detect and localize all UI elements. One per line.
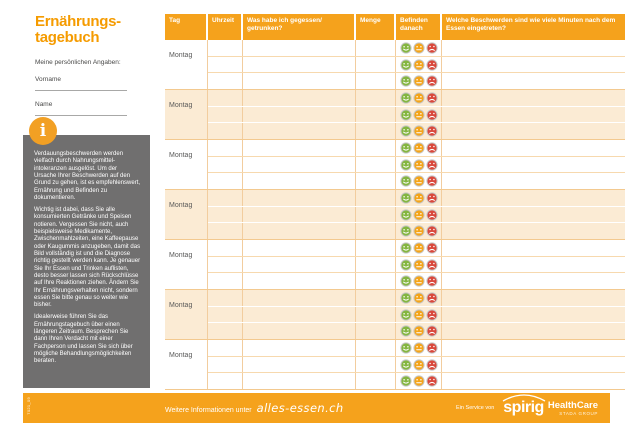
day-rows [208, 190, 625, 239]
table-row [208, 73, 625, 89]
mood-happy-icon[interactable] [400, 125, 412, 137]
table-row [208, 173, 625, 189]
mood-neutral-icon[interactable] [413, 259, 425, 271]
symptoms-cell[interactable] [442, 257, 625, 273]
day-label: Montag [169, 102, 193, 109]
mood-sad-icon[interactable] [426, 159, 438, 171]
day-cell [165, 90, 208, 139]
wellbeing-cell [396, 40, 442, 56]
mood-neutral-icon[interactable] [413, 309, 425, 321]
mood-sad-icon[interactable] [426, 325, 438, 337]
mood-neutral-icon[interactable] [413, 359, 425, 371]
mood-sad-icon[interactable] [426, 375, 438, 387]
mood-happy-icon[interactable] [400, 292, 412, 304]
time-cell[interactable] [208, 307, 243, 323]
mood-happy-icon[interactable] [400, 259, 412, 271]
lastname-input-line[interactable] [35, 108, 127, 116]
wellbeing-cell [396, 290, 442, 306]
info-paragraph: Idealerweise führen Sie das Ernährungstagebuch über einen längeren Zeitraum. Besprechen Sie dann Ihren Verdacht mit einer Fachperson und lassen Sie sich über mögliche Behandlungsmöglichkeiten beraten. [34, 314, 133, 365]
amount-cell[interactable] [356, 207, 396, 223]
table-header-row [165, 14, 625, 40]
symptoms-cell[interactable] [442, 273, 625, 289]
symptoms-cell[interactable] [442, 223, 625, 239]
amount-cell[interactable] [356, 340, 396, 356]
food-cell[interactable] [243, 73, 356, 89]
column-header-uhrzeit: Uhrzeit [208, 14, 243, 40]
wellbeing-cell [396, 140, 442, 156]
footer-info [23, 401, 344, 415]
amount-cell[interactable] [356, 157, 396, 173]
day-label: Montag [169, 352, 193, 359]
mood-happy-icon[interactable] [400, 192, 412, 204]
mood-sad-icon[interactable] [426, 59, 438, 71]
footer-branding [456, 399, 610, 417]
page-title-line1: Ernährungs- [35, 13, 121, 30]
column-header-menge: Menge [356, 14, 396, 40]
wellbeing-cell [396, 223, 442, 239]
amount-cell[interactable] [356, 307, 396, 323]
mood-sad-icon[interactable] [426, 292, 438, 304]
brand-stada-group: STADA GROUP [559, 410, 598, 416]
day-cell [165, 190, 208, 239]
mood-happy-icon[interactable] [400, 242, 412, 254]
symptoms-cell[interactable] [442, 190, 625, 206]
lastname-label: Name [35, 101, 53, 108]
info-paragraph: Verdauungsbeschwerden werden vielfach durch Nahrungsmittelintoleranzen ausgelöst. Um der Ursache Ihrer Beschwerden auf den Grund zu gehen, ist es empfehlenswert, Ernährung und Befinden zu dokumentieren. [34, 151, 141, 202]
amount-cell[interactable] [356, 290, 396, 306]
amount-cell[interactable] [356, 373, 396, 389]
food-cell[interactable] [243, 273, 356, 289]
time-cell[interactable] [208, 107, 243, 123]
time-cell[interactable] [208, 90, 243, 106]
mood-sad-icon[interactable] [426, 209, 438, 221]
food-cell[interactable] [243, 40, 356, 56]
mood-neutral-icon[interactable] [413, 325, 425, 337]
wellbeing-cell [396, 57, 442, 73]
mood-happy-icon[interactable] [400, 92, 412, 104]
firstname-field[interactable] [23, 76, 152, 91]
day-group [165, 190, 625, 240]
amount-cell[interactable] [356, 73, 396, 89]
mood-neutral-icon[interactable] [413, 225, 425, 237]
day-rows [208, 240, 625, 289]
mood-happy-icon[interactable] [400, 309, 412, 321]
table-row [208, 373, 625, 389]
mood-neutral-icon[interactable] [413, 142, 425, 154]
mood-sad-icon[interactable] [426, 342, 438, 354]
day-group [165, 90, 625, 140]
day-cell [165, 240, 208, 289]
wellbeing-cell [396, 357, 442, 373]
table-row [208, 57, 625, 74]
day-label: Montag [169, 152, 193, 159]
food-cell[interactable] [243, 107, 356, 123]
symptoms-cell[interactable] [442, 123, 625, 139]
symptoms-cell[interactable] [442, 107, 625, 123]
table-row [208, 273, 625, 289]
mood-neutral-icon[interactable] [413, 375, 425, 387]
time-cell[interactable] [208, 290, 243, 306]
symptoms-cell[interactable] [442, 140, 625, 156]
amount-cell[interactable] [356, 107, 396, 123]
mood-happy-icon[interactable] [400, 342, 412, 354]
food-cell[interactable] [243, 323, 356, 339]
amount-cell[interactable] [356, 273, 396, 289]
symptoms-cell[interactable] [442, 90, 625, 106]
column-header-beschwerden: Welche Beschwerden sind wie viele Minuten nach dem Essen eingetreten? [442, 14, 625, 40]
amount-cell[interactable] [356, 173, 396, 189]
mood-sad-icon[interactable] [426, 225, 438, 237]
table-row [208, 290, 625, 307]
table-row [208, 323, 625, 339]
mood-happy-icon[interactable] [400, 175, 412, 187]
mood-happy-icon[interactable] [400, 359, 412, 371]
day-label: Montag [169, 52, 193, 59]
time-cell[interactable] [208, 357, 243, 373]
day-group [165, 240, 625, 290]
mood-sad-icon[interactable] [426, 259, 438, 271]
time-cell[interactable] [208, 373, 243, 389]
mood-sad-icon[interactable] [426, 92, 438, 104]
logo-swoosh-icon [501, 393, 547, 402]
food-cell[interactable] [243, 257, 356, 273]
wellbeing-cell [396, 90, 442, 106]
day-label: Montag [169, 202, 193, 209]
column-header-tag: Tag [165, 14, 208, 40]
food-cell[interactable] [243, 207, 356, 223]
mood-neutral-icon[interactable] [413, 209, 425, 221]
amount-cell[interactable] [356, 40, 396, 56]
table-row [208, 40, 625, 57]
table-row [208, 190, 625, 207]
symptoms-cell[interactable] [442, 240, 625, 256]
time-cell[interactable] [208, 157, 243, 173]
symptoms-cell[interactable] [442, 173, 625, 189]
day-cell [165, 340, 208, 389]
column-header-essen: Was habe ich gegessen/ getrunken? [243, 14, 356, 40]
symptoms-cell[interactable] [442, 373, 625, 389]
mood-sad-icon[interactable] [426, 42, 438, 54]
mood-happy-icon[interactable] [400, 59, 412, 71]
food-cell[interactable] [243, 357, 356, 373]
food-cell[interactable] [243, 157, 356, 173]
mood-neutral-icon[interactable] [413, 42, 425, 54]
amount-cell[interactable] [356, 240, 396, 256]
mood-happy-icon[interactable] [400, 75, 412, 87]
firstname-input-line[interactable] [35, 83, 127, 91]
mood-neutral-icon[interactable] [413, 59, 425, 71]
symptoms-cell[interactable] [442, 157, 625, 173]
time-cell[interactable] [208, 40, 243, 56]
mood-sad-icon[interactable] [426, 125, 438, 137]
table-row [208, 157, 625, 174]
wellbeing-cell [396, 107, 442, 123]
time-cell[interactable] [208, 340, 243, 356]
mood-sad-icon[interactable] [426, 75, 438, 87]
mood-neutral-icon[interactable] [413, 192, 425, 204]
mood-happy-icon[interactable] [400, 109, 412, 121]
info-icon: i [29, 117, 57, 145]
table-row [208, 340, 625, 357]
footer [23, 393, 610, 423]
personal-details-label: Meine persönlichen Angaben: [35, 59, 121, 66]
amount-cell[interactable] [356, 357, 396, 373]
amount-cell[interactable] [356, 257, 396, 273]
day-label: Montag [169, 252, 193, 259]
wellbeing-cell [396, 240, 442, 256]
mood-sad-icon[interactable] [426, 109, 438, 121]
mood-neutral-icon[interactable] [413, 275, 425, 287]
amount-cell[interactable] [356, 323, 396, 339]
time-cell[interactable] [208, 173, 243, 189]
table-row [208, 240, 625, 257]
day-cell [165, 290, 208, 339]
wellbeing-cell [396, 207, 442, 223]
symptoms-cell[interactable] [442, 340, 625, 356]
mood-neutral-icon[interactable] [413, 342, 425, 354]
time-cell[interactable] [208, 223, 243, 239]
sidebar [23, 14, 152, 390]
time-cell[interactable] [208, 323, 243, 339]
day-cell [165, 40, 208, 89]
time-cell[interactable] [208, 240, 243, 256]
mood-sad-icon[interactable] [426, 359, 438, 371]
firstname-label: Vorname [35, 76, 62, 83]
food-cell[interactable] [243, 240, 356, 256]
day-rows [208, 40, 625, 89]
mood-neutral-icon[interactable] [413, 292, 425, 304]
mood-sad-icon[interactable] [426, 242, 438, 254]
food-cell[interactable] [243, 223, 356, 239]
brand-logo [503, 399, 598, 417]
brand-right [548, 401, 598, 416]
time-cell[interactable] [208, 140, 243, 156]
food-cell[interactable] [243, 307, 356, 323]
wellbeing-cell [396, 257, 442, 273]
time-cell[interactable] [208, 73, 243, 89]
mood-neutral-icon[interactable] [413, 92, 425, 104]
time-cell[interactable] [208, 123, 243, 139]
amount-cell[interactable] [356, 57, 396, 73]
time-cell[interactable] [208, 57, 243, 73]
lastname-field[interactable] [23, 101, 152, 116]
time-cell[interactable] [208, 190, 243, 206]
document-code: 7021_09 [26, 397, 31, 415]
mood-happy-icon[interactable] [400, 375, 412, 387]
service-text: Ein Service von [456, 405, 495, 411]
food-cell[interactable] [243, 340, 356, 356]
food-cell[interactable] [243, 173, 356, 189]
symptoms-cell[interactable] [442, 57, 625, 73]
time-cell[interactable] [208, 207, 243, 223]
wellbeing-cell [396, 123, 442, 139]
mood-neutral-icon[interactable] [413, 242, 425, 254]
food-cell[interactable] [243, 140, 356, 156]
symptoms-cell[interactable] [442, 290, 625, 306]
day-rows [208, 290, 625, 339]
table-row [208, 107, 625, 124]
food-cell[interactable] [243, 290, 356, 306]
table-row [208, 207, 625, 224]
table-row [208, 223, 625, 239]
wellbeing-cell [396, 190, 442, 206]
table-body [165, 40, 625, 390]
day-rows [208, 340, 625, 389]
mood-happy-icon[interactable] [400, 275, 412, 287]
table-row [208, 257, 625, 274]
day-rows [208, 90, 625, 139]
mood-neutral-icon[interactable] [413, 75, 425, 87]
day-group [165, 40, 625, 90]
symptoms-cell[interactable] [442, 307, 625, 323]
diary-table [165, 14, 625, 390]
wellbeing-cell [396, 323, 442, 339]
symptoms-cell[interactable] [442, 73, 625, 89]
amount-cell[interactable] [356, 140, 396, 156]
mood-happy-icon[interactable] [400, 325, 412, 337]
day-cell [165, 140, 208, 189]
day-rows [208, 140, 625, 189]
wellbeing-cell [396, 173, 442, 189]
wellbeing-cell [396, 307, 442, 323]
mood-happy-icon[interactable] [400, 142, 412, 154]
mood-sad-icon[interactable] [426, 275, 438, 287]
mood-sad-icon[interactable] [426, 175, 438, 187]
day-label: Montag [169, 302, 193, 309]
amount-cell[interactable] [356, 223, 396, 239]
mood-neutral-icon[interactable] [413, 125, 425, 137]
amount-cell[interactable] [356, 123, 396, 139]
footer-info-text: Weitere Informationen unter [165, 407, 252, 414]
mood-sad-icon[interactable] [426, 142, 438, 154]
wellbeing-cell [396, 73, 442, 89]
mood-neutral-icon[interactable] [413, 175, 425, 187]
spirig-logo [503, 399, 544, 417]
mood-neutral-icon[interactable] [413, 159, 425, 171]
day-group [165, 340, 625, 390]
food-cell[interactable] [243, 373, 356, 389]
amount-cell[interactable] [356, 190, 396, 206]
amount-cell[interactable] [356, 90, 396, 106]
day-group [165, 290, 625, 340]
mood-happy-icon[interactable] [400, 159, 412, 171]
food-cell[interactable] [243, 90, 356, 106]
table-row [208, 357, 625, 374]
mood-happy-icon[interactable] [400, 225, 412, 237]
page-title-line2: tagebuch [35, 29, 100, 46]
mood-sad-icon[interactable] [426, 192, 438, 204]
time-cell[interactable] [208, 273, 243, 289]
wellbeing-cell [396, 157, 442, 173]
column-header-befinden: Befinden danach [396, 14, 442, 40]
table-row [208, 90, 625, 107]
table-row [208, 123, 625, 139]
food-cell[interactable] [243, 123, 356, 139]
table-row [208, 140, 625, 157]
mood-neutral-icon[interactable] [413, 109, 425, 121]
website-link[interactable]: alles-essen.ch [256, 401, 344, 415]
food-cell[interactable] [243, 57, 356, 73]
symptoms-cell[interactable] [442, 357, 625, 373]
table-row [208, 307, 625, 324]
day-group [165, 140, 625, 190]
symptoms-cell[interactable] [442, 40, 625, 56]
symptoms-cell[interactable] [442, 207, 625, 223]
symptoms-cell[interactable] [442, 323, 625, 339]
brand-healthcare: HealthCare [547, 399, 598, 411]
info-paragraph: Wichtig ist dabei, dass Sie alle konsumierten Getränke und Speisen notieren. Vergessen Sie nicht, auch beispielsweise Medikamente, Zwischenmahlzeiten, eine Kaffeepause oder Kaugummis anzugeben, damit das Bild vollständig ist und die Diagnose richtig gestellt werden kann. Je genauer Sie Ihr Essen und Trinken auflisten, desto besser lassen sich Rückschlüsse auf Ihre Reaktionen ziehen. Ändern Sie Ihr Ernährungsverhalten nicht, sondern essen Sie bitte genau so weiter wie bisher. [34, 206, 141, 309]
time-cell[interactable] [208, 257, 243, 273]
mood-happy-icon[interactable] [400, 209, 412, 221]
wellbeing-cell [396, 373, 442, 389]
mood-happy-icon[interactable] [400, 42, 412, 54]
page-title [23, 14, 152, 46]
food-cell[interactable] [243, 190, 356, 206]
wellbeing-cell [396, 273, 442, 289]
mood-sad-icon[interactable] [426, 309, 438, 321]
wellbeing-cell [396, 340, 442, 356]
info-box [23, 135, 150, 388]
brand-name: spirig [503, 399, 544, 416]
